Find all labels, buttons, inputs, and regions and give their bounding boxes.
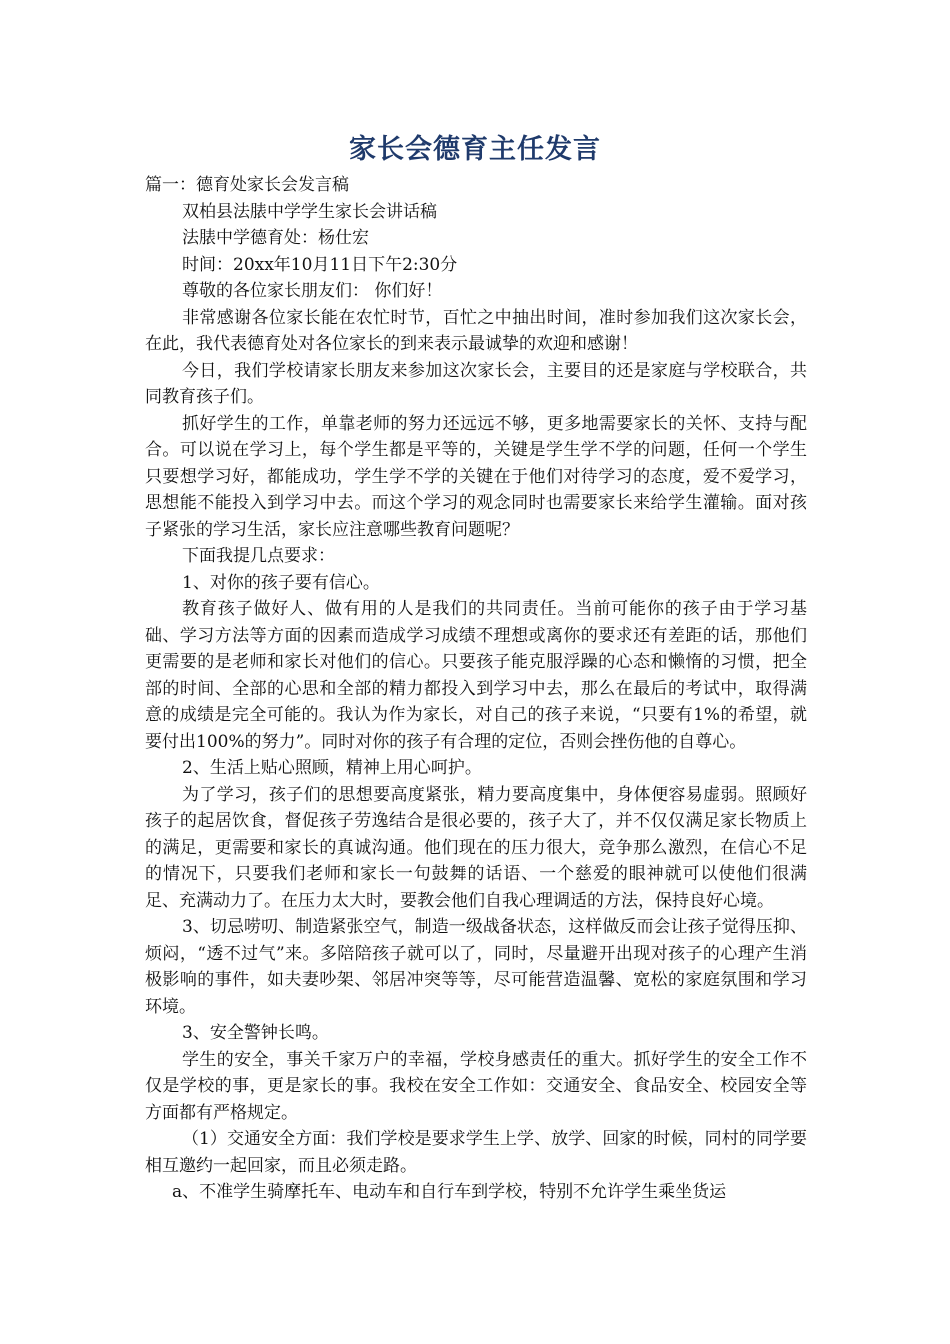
paragraph: a、不准学生骑摩托车、电动车和自行车到学校，特别不允许学生乘坐货运 [172,1182,727,1202]
paragraph: 抓好学生的工作，单靠老师的努力还远远不够，更多地需要家长的关怀、支持与配合。可以说在学习上，每个学生都是平等的，关键是学生学不学的问题，任何一个学生只要想学习好，都能成功，学生学不学的关键在于他们对待学习的态度，爱不爱学习，思想能不能投入到学习中去。而这个学习的观念同时也需要家长来给学生灌输。面对孩子紧张的学习生活，家长应注意哪些教育问题呢？ [145,413,807,540]
paragraph: 非常感谢各位家长能在农忙时节，百忙之中抽出时间，准时参加我们这次家长会，在此，我代表德育处对各位家长的到来表示最诚挚的欢迎和感谢！ [145,307,807,354]
paragraph: 今日，我们学校请家长朋友来参加这次家长会，主要目的还是家庭与学校联合，共同教育孩子们。 [145,360,807,407]
paragraph: 3、安全警钟长鸣。 [182,1023,329,1043]
document-body [145,172,807,1206]
paragraph: 篇一：德育处家长会发言稿 [145,175,349,195]
paragraph: 1、对你的孩子要有信心。 [182,572,380,593]
paragraph: 下面我提几点要求： [182,546,335,566]
paragraph: 学生的安全，事关千家万户的幸福，学校身感责任的重大。抓好学生的安全工作不仅是学校的事，更是家长的事。我校在安全工作如：交通安全、食品安全、校园安全等方面都有严格规定。 [145,1049,807,1123]
paragraph: 3、切忌唠叨、制造紧张空气，制造一级战备状态，这样做反而会让孩子觉得压抑、烦闷，“透不过气”来。多陪陪孩子就可以了，同时，尽量避开出现对孩子的心理产生消极影响的事件，如夫妻吵架、邻居冲突等等，尽可能营造温馨、宽松的家庭氛围和学习环境。 [145,917,807,1017]
document-title: 家长会德育主任发言 [349,134,601,165]
paragraph: 时间：20xx年10月11日下午2:30分 [182,254,458,275]
paragraph: 为了学习，孩子们的思想要高度紧张，精力要高度集中，身体便容易虚弱。照顾好孩子的起居饮食，督促孩子劳逸结合是很必要的，孩子大了，并不仅仅满足家长物质上的满足，更需要和家长的真诚沟通。他们现在的压力很大，竞争那么激烈，在信心不足的情况下，只要我们老师和家长一句鼓舞的话语、一个慈爱的眼神就可以使他们很满足、充满动力了。在压力太大时，要教会他们自我心理调适的方法，保持良好心境。 [145,784,807,911]
paragraph: 2、生活上贴心照顾，精神上用心呵护。 [182,758,482,778]
paragraph: （1）交通安全方面：我们学校是要求学生上学、放学、回家的时候，同村的同学要相互邀约一起回家，而且必须走路。 [145,1129,807,1176]
paragraph: 尊敬的各位家长朋友们： 你们好！ [182,281,443,301]
paragraph: 法脿中学德育处：杨仕宏 [182,228,369,248]
paragraph: 双柏县法脿中学学生家长会讲话稿 [182,201,437,222]
paragraph: 教育孩子做好人、做有用的人是我们的共同责任。当前可能你的孩子由于学习基础、学习方法等方面的因素而造成学习成绩不理想或离你的要求还有差距的话，那他们更需要的是老师和家长对他们的信心。只要孩子能克服浮躁的心态和懒惰的习惯，把全部的时间、全部的心思和全部的精力都投入到学习中去，那么在最后的考试中，取得满意的成绩是完全可能的。我认为作为家长，对自己的孩子来说，“只要有1%的希望，就要付出100%的努力”。同时对你的孩子有合理的定位，否则会挫伤他的自尊心。 [145,599,807,752]
